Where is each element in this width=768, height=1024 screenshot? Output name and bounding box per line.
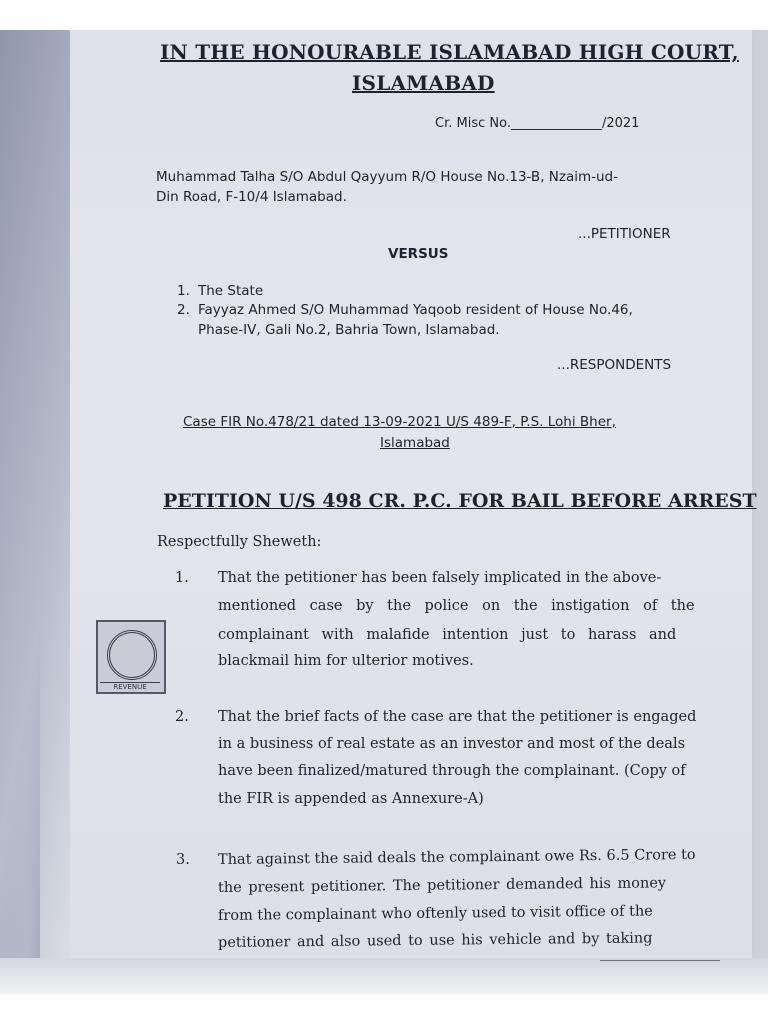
paragraph-2-line-4: the FIR is appended as Annexure-A) — [218, 791, 484, 807]
case-number-year: /2021 — [601, 116, 640, 131]
stamp-label: REVENUE — [100, 682, 160, 691]
stamp-seal-icon — [107, 630, 157, 680]
paragraph-2-number: 2. — [175, 709, 189, 725]
respondent-2-line-2: Phase-IV, Gali No.2, Bahria Town, Islamabad. — [198, 322, 500, 338]
paragraph-1-number: 1. — [175, 570, 189, 586]
court-name-line-1: IN THE HONOURABLE ISLAMABAD HIGH COURT, — [160, 40, 739, 64]
paragraph-1-line-2: mentioned case by the police on the instigation of the — [218, 598, 695, 614]
paragraph-2-line-1: That the brief facts of the case are that the petitioner is engaged — [218, 709, 697, 725]
respondent-2-line-1: Fayyaz Ahmed S/O Muhammad Yaqoob resident of House No.46, — [198, 302, 633, 318]
paragraph-3-line-3: from the complainant who oftenly used to visit office of the — [217, 903, 653, 924]
paragraph-3-line-1: That against the said deals the complainant owe Rs. 6.5 Crore to — [217, 846, 696, 868]
court-name-line-2: ISLAMABAD — [352, 71, 495, 95]
case-number-blank: ______________ — [510, 116, 602, 131]
paragraph-3-number: 3. — [176, 852, 190, 868]
paragraph-3-line-2: the present petitioner. The petitioner demanded his money — [217, 875, 667, 896]
respondent-2-number: 2. — [177, 302, 190, 318]
fir-reference-line-2: Islamabad — [380, 435, 450, 451]
petitioner-details-line-1: Muhammad Talha S/O Abdul Qayyum R/O House No.13-B, Nzaim-ud- — [156, 169, 618, 185]
case-number-label: Cr. Misc No. — [435, 116, 511, 131]
petitioner-role: ...PETITIONER — [578, 226, 671, 242]
respondents-role: ...RESPONDENTS — [557, 357, 672, 373]
petition-title: PETITION U/S 498 CR. P.C. FOR BAIL BEFORE ARREST — [163, 490, 757, 512]
paragraph-1-line-3: complainant with malafide intention just to harass and — [218, 627, 677, 643]
versus-heading: VERSUS — [388, 246, 449, 262]
case-number — [435, 117, 639, 130]
page-stack-edge — [0, 30, 70, 994]
paragraph-1-line-4: blackmail him for ulterior motives. — [218, 653, 474, 669]
paragraph-2-line-2: in a business of real estate as an investor and most of the deals — [218, 736, 686, 752]
petitioner-details-line-2: Din Road, F-10/4 Islamabad. — [156, 189, 347, 205]
salutation: Respectfully Sheweth: — [157, 534, 322, 550]
respondent-1-name: The State — [198, 283, 264, 299]
revenue-stamp — [96, 620, 166, 694]
photo-bottom-edge — [0, 958, 768, 994]
respondent-1-number: 1. — [177, 283, 190, 299]
page-footer-rule — [600, 960, 720, 961]
paragraph-1-line-1-text: That the petitioner has been falsely implicated in the above- — [218, 570, 662, 586]
fir-reference-line-1: Case FIR No.478/21 dated 13-09-2021 U/S 489-F, P.S. Lohi Bher, — [183, 414, 616, 430]
paragraph-1-line-1 — [218, 564, 679, 592]
paragraph-2-line-3: have been finalized/matured through the complainant. (Copy of — [218, 763, 686, 779]
paragraph-3-line-4: petitioner and also used to use his vehicle and by taking — [217, 930, 653, 951]
